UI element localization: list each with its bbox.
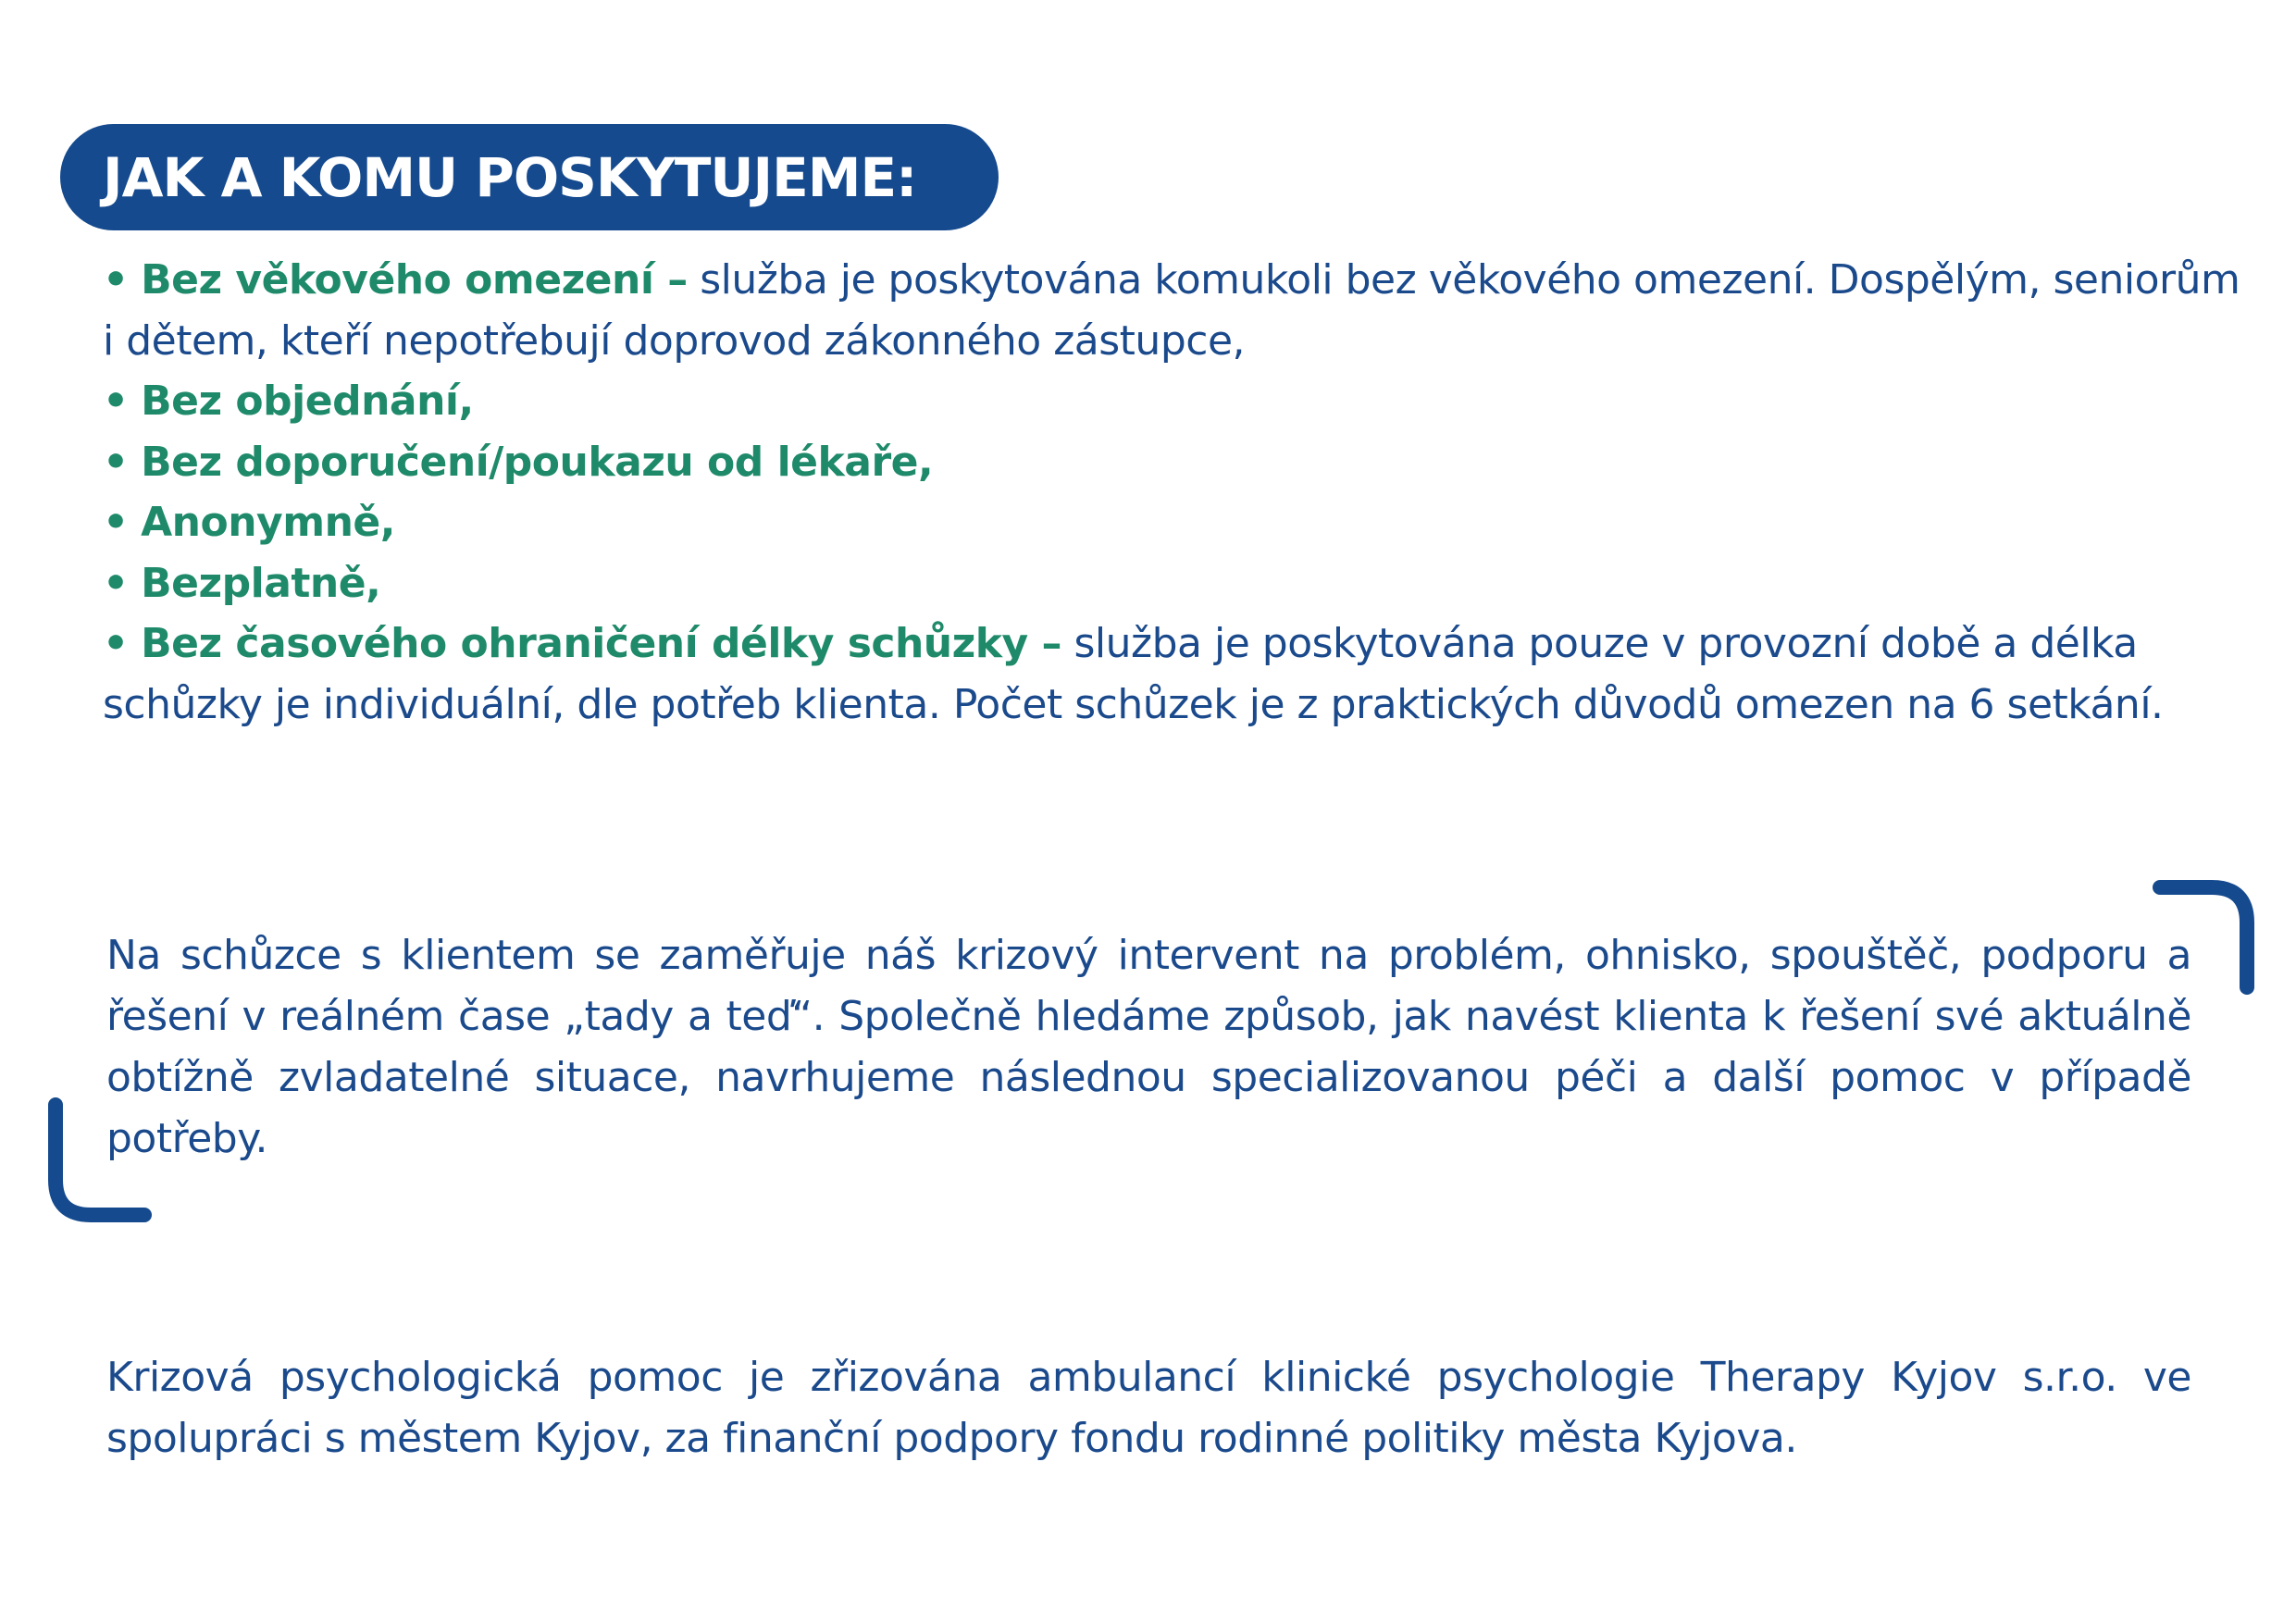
list-item (103, 553, 2259, 614)
funding-paragraph: Krizová psychologická pomoc je zřizována ambulancí klinické psychologie Therapy Kyjov s.r.o. ve spolupráci s městem Kyjov, za finanční podpory fondu rodinné politiky města Kyjova. (106, 1354, 2191, 1462)
item-bold: Bezplatně, (141, 559, 381, 607)
item-text: služba je poskytována komukoli bez věkového omezení. Dospělým, seniorům i dětem, kteří nepotřebují doprovod zákonného zástupce, (103, 256, 2240, 365)
corner-bracket-bottom-left-icon (37, 1092, 157, 1231)
section-heading-pill (60, 124, 999, 230)
bullet: • (103, 256, 129, 304)
list-item (103, 250, 2259, 371)
list-item (103, 613, 2259, 735)
list-item (103, 432, 2259, 493)
bullet: • (103, 378, 129, 425)
bullet: • (103, 620, 129, 667)
item-bold: Bez časového ohraničení délky schůzky – (141, 620, 1061, 667)
bullet: • (103, 559, 129, 607)
item-bold: Anonymně, (141, 499, 395, 546)
item-bold: Bez doporučení/poukazu od lékaře, (141, 438, 934, 486)
item-text: služba je poskytována pouze v provozní době a délka schůzky je individuální, dle potřeb klienta. Počet schůzek je z praktických důvodů omezen na 6 setkání. (103, 620, 2164, 728)
item-bold: Bez objednání, (141, 378, 474, 425)
meeting-paragraph: Na schůzce s klientem se zaměřuje náš krizový intervent na problém, ohnisko, spouštěč, podporu a řešení v reálném čase „tady a teď“. Společně hledáme způsob, jak navést klienta k řešení své aktuálně obtížně zvladatelné situace, navrhujeme následnou specializovanou péči a další pomoc v případě potřeby. (106, 932, 2191, 1162)
item-bold: Bez věkového omezení – (141, 256, 688, 304)
bullet: • (103, 499, 129, 546)
bullet: • (103, 438, 129, 486)
list-item (103, 371, 2259, 432)
list-item (103, 492, 2259, 553)
service-features-list (103, 250, 2259, 735)
section-heading: JAK A KOMU POSKYTUJEME: (103, 145, 917, 209)
